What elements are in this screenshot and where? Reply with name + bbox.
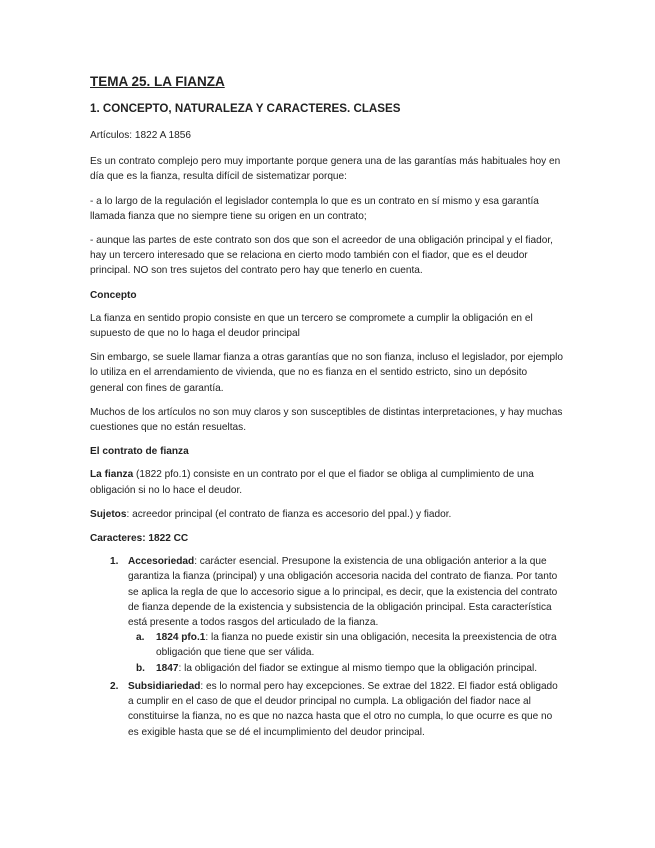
list-item-text: : es lo normal pero hay excepciones. Se extrae del 1822. El fiador está obligado a cumplir en el caso de que el deudor principal no cumpla. La obligación del fiador nace al constituirse la fianza, no es que no nazca hasta que el otro no cumpla, lo que ocurre es que no es exigible hasta que se dé el incumplimiento del deudor principal. bbox=[128, 680, 558, 738]
page-title: TEMA 25. LA FIANZA bbox=[90, 74, 225, 89]
concepto-paragraph-3: Muchos de los artículos no son muy claros y son susceptibles de distintas interpretaciones, y hay muchas cuestiones que no están resueltas. bbox=[90, 406, 563, 434]
list-item-bold: Accesoriedad bbox=[128, 556, 195, 568]
sub-list bbox=[128, 630, 563, 676]
sub-list-item-bold: 1824 pfo.1 bbox=[156, 632, 206, 644]
caracteres-heading: Caracteres: 1822 CC bbox=[90, 533, 189, 545]
point-1-paragraph: - a lo largo de la regulación el legislador contempla lo que es un contrato en sí mismo y esa garantía llamada fianza que no siempre tiene su origen en un contrato; bbox=[90, 195, 539, 222]
sub-list-item-text: : la fianza no puede existir sin una obligación, necesita la preexistencia de otra obligación que tiene que ser válida. bbox=[156, 632, 557, 659]
sujetos-paragraph bbox=[90, 507, 563, 522]
sub-list-item-bold: 1847 bbox=[156, 662, 179, 674]
contrato-bold: La fianza bbox=[90, 469, 134, 481]
contrato-heading: El contrato de fianza bbox=[90, 446, 189, 458]
articulos-line: Artículos: 1822 A 1856 bbox=[90, 130, 192, 141]
list-item-bold: Subsidiariedad bbox=[128, 680, 201, 692]
list-item bbox=[90, 679, 563, 740]
sub-list-item-letter: b. bbox=[136, 662, 145, 674]
intro-paragraph: Es un contrato complejo pero muy importante porque genera una de las garantías más habituales hoy en día que es la fianza, resulta difícil de sistematizar porque: bbox=[90, 156, 561, 183]
sub-list-item-letter: a. bbox=[136, 632, 145, 644]
sujetos-text: : acreedor principal (el contrato de fianza es accesorio del ppal.) y fiador. bbox=[126, 508, 452, 520]
list-item-number: 2. bbox=[110, 680, 119, 692]
point-2-paragraph: - aunque las partes de este contrato son dos que son el acreedor de una obligación principal y el fiador, hay un tercero interesado que se relaciona en cierto modo también con el fiador, que es el deudor principal. NO son tres sujetos del contrato pero hay que tenerlo en cuenta. bbox=[90, 235, 553, 277]
section-title: 1. CONCEPTO, NATURALEZA Y CARACTERES. CLASES bbox=[90, 102, 401, 115]
list-item-number: 1. bbox=[110, 556, 119, 568]
concepto-paragraph-1: La fianza en sentido propio consiste en que un tercero se compromete a cumplir la obligación en el supuesto de que no lo haga el deudor principal bbox=[90, 312, 533, 340]
caracteres-list bbox=[90, 554, 563, 739]
list-item-text: : carácter esencial. Presupone la existencia de una obligación anterior a la que garantiza la fianza (principal) y una obligación accesoria nacida del contrato de fianza. Por tanto se aplica la regla de que lo accesorio sigue a lo principal, es decir, que la existencia del contrato de fianza depende de la existencia y subsistencia de la obligación principal. Esta característica está presente a todos rasgos del articulado de la fianza. bbox=[128, 556, 558, 629]
sub-list-item bbox=[128, 661, 563, 676]
concepto-paragraph-2: Sin embargo, se suele llamar fianza a otras garantías que no son fianza, incluso el legislador, por ejemplo lo utiliza en el arrendamiento de vivienda, que no es fianza en el sentido estricto, sino un depósito general con fines de garantía. bbox=[90, 352, 563, 394]
concepto-heading: Concepto bbox=[90, 289, 137, 301]
contrato-paragraph bbox=[90, 467, 563, 497]
sub-list-item bbox=[128, 630, 563, 660]
sub-list-item-text: : la obligación del fiador se extingue al mismo tiempo que la obligación principal. bbox=[178, 662, 538, 674]
sujetos-bold: Sujetos bbox=[90, 508, 127, 520]
list-item bbox=[90, 554, 563, 676]
contrato-text: (1822 pfo.1) consiste en un contrato por el que el fiador se obliga al cumplimiento de una obligación si no lo hace el deudor. bbox=[90, 469, 534, 496]
